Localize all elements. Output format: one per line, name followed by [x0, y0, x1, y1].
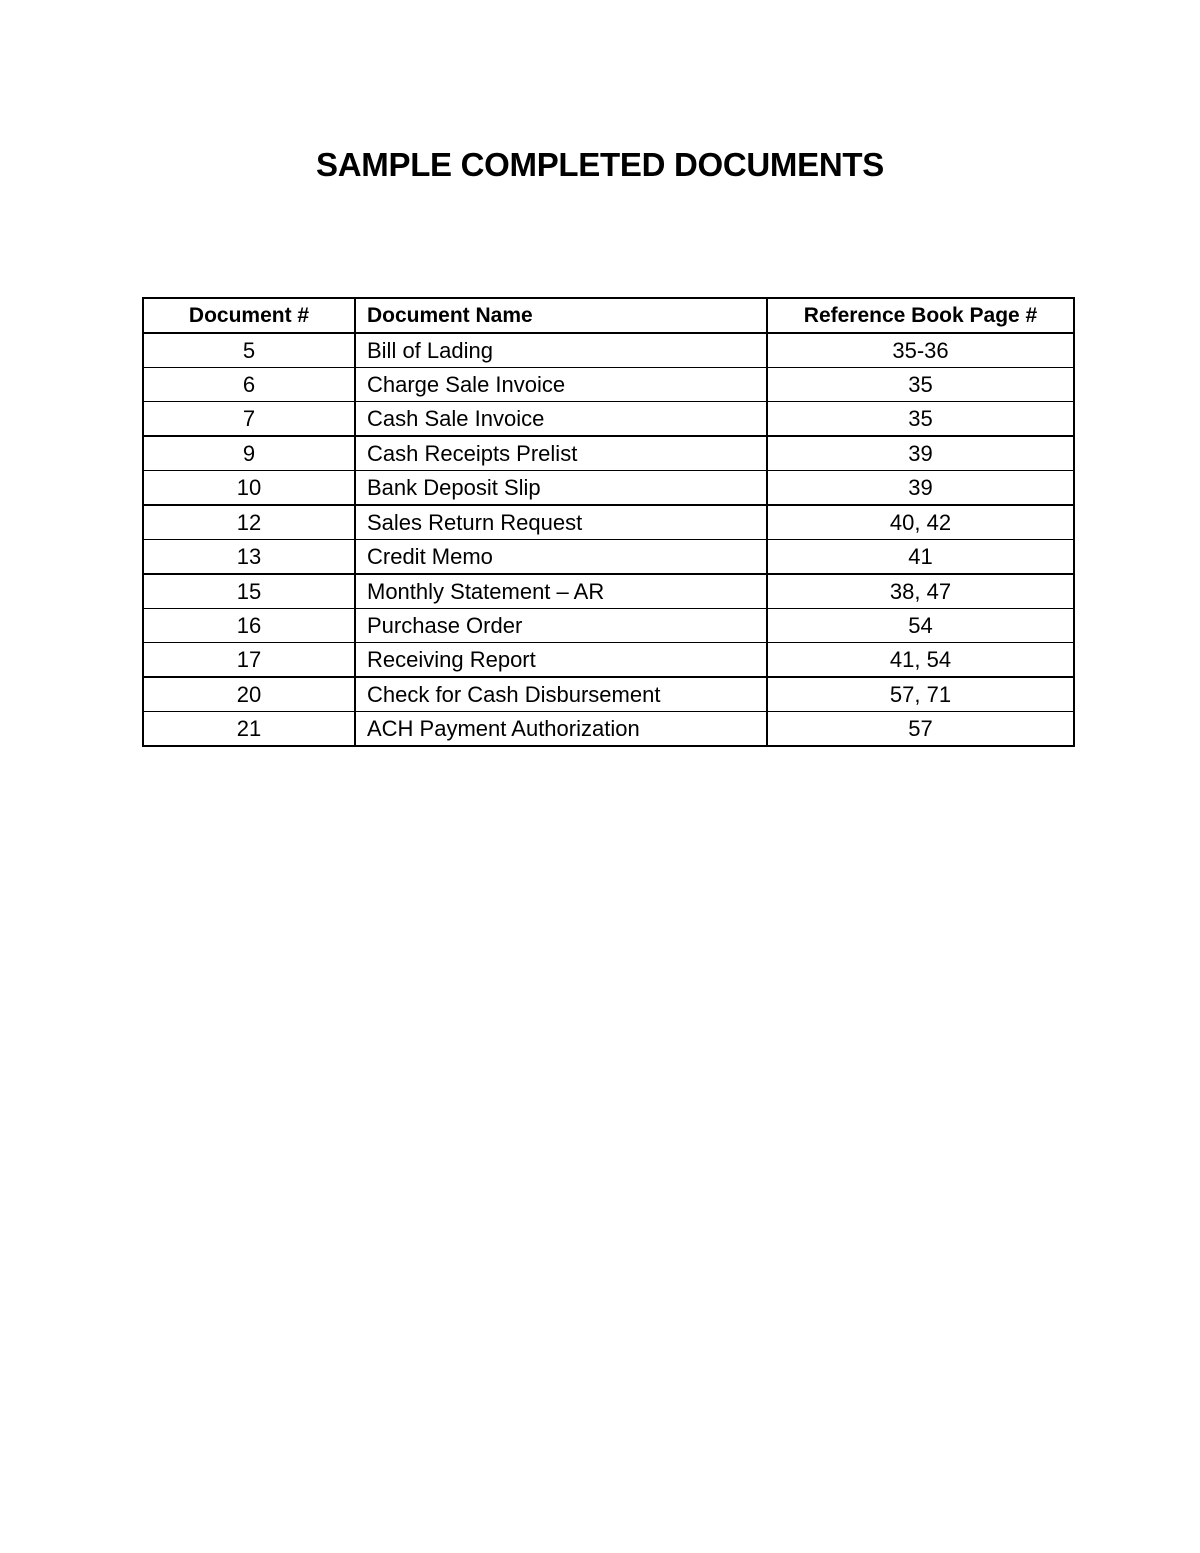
table-row [143, 643, 1074, 678]
document-number-cell: 21 [143, 712, 355, 747]
table-row [143, 540, 1074, 575]
header-document-name: Document Name [355, 298, 767, 333]
document-name-cell: Cash Sale Invoice [355, 402, 767, 437]
table-row [143, 471, 1074, 506]
table-row [143, 402, 1074, 437]
reference-page-cell: 54 [767, 609, 1074, 643]
reference-page-cell: 40, 42 [767, 505, 1074, 540]
table-row [143, 333, 1074, 368]
document-number-cell: 17 [143, 643, 355, 678]
table-row [143, 368, 1074, 402]
document-name-cell: Sales Return Request [355, 505, 767, 540]
document-name-cell: ACH Payment Authorization [355, 712, 767, 747]
document-name-cell: Purchase Order [355, 609, 767, 643]
document-number-cell: 10 [143, 471, 355, 506]
reference-page-cell: 39 [767, 471, 1074, 506]
document-name-cell: Monthly Statement – AR [355, 574, 767, 609]
document-number-cell: 13 [143, 540, 355, 575]
document-name-cell: Bank Deposit Slip [355, 471, 767, 506]
document-name-cell: Charge Sale Invoice [355, 368, 767, 402]
table-row [143, 712, 1074, 747]
reference-page-cell: 41 [767, 540, 1074, 575]
header-document-number: Document # [143, 298, 355, 333]
reference-page-cell: 35 [767, 402, 1074, 437]
reference-page-cell: 35 [767, 368, 1074, 402]
document-number-cell: 20 [143, 677, 355, 712]
document-name-cell: Check for Cash Disbursement [355, 677, 767, 712]
document-number-cell: 7 [143, 402, 355, 437]
document-name-cell: Bill of Lading [355, 333, 767, 368]
document-name-cell: Receiving Report [355, 643, 767, 678]
document-name-cell: Credit Memo [355, 540, 767, 575]
table-row [143, 609, 1074, 643]
document-number-cell: 16 [143, 609, 355, 643]
page-title: SAMPLE COMPLETED DOCUMENTS [316, 146, 884, 183]
documents-table [142, 297, 1075, 747]
table-header-row [143, 298, 1074, 333]
reference-page-cell: 57 [767, 712, 1074, 747]
reference-page-cell: 39 [767, 436, 1074, 471]
reference-page-cell: 41, 54 [767, 643, 1074, 678]
document-number-cell: 5 [143, 333, 355, 368]
document-name-cell: Cash Receipts Prelist [355, 436, 767, 471]
document-number-cell: 6 [143, 368, 355, 402]
document-number-cell: 12 [143, 505, 355, 540]
reference-page-cell: 38, 47 [767, 574, 1074, 609]
document-number-cell: 15 [143, 574, 355, 609]
table-row [143, 574, 1074, 609]
reference-page-cell: 35-36 [767, 333, 1074, 368]
table-row [143, 436, 1074, 471]
table-row [143, 677, 1074, 712]
table-row [143, 505, 1074, 540]
document-number-cell: 9 [143, 436, 355, 471]
header-reference-page: Reference Book Page # [767, 298, 1074, 333]
reference-page-cell: 57, 71 [767, 677, 1074, 712]
